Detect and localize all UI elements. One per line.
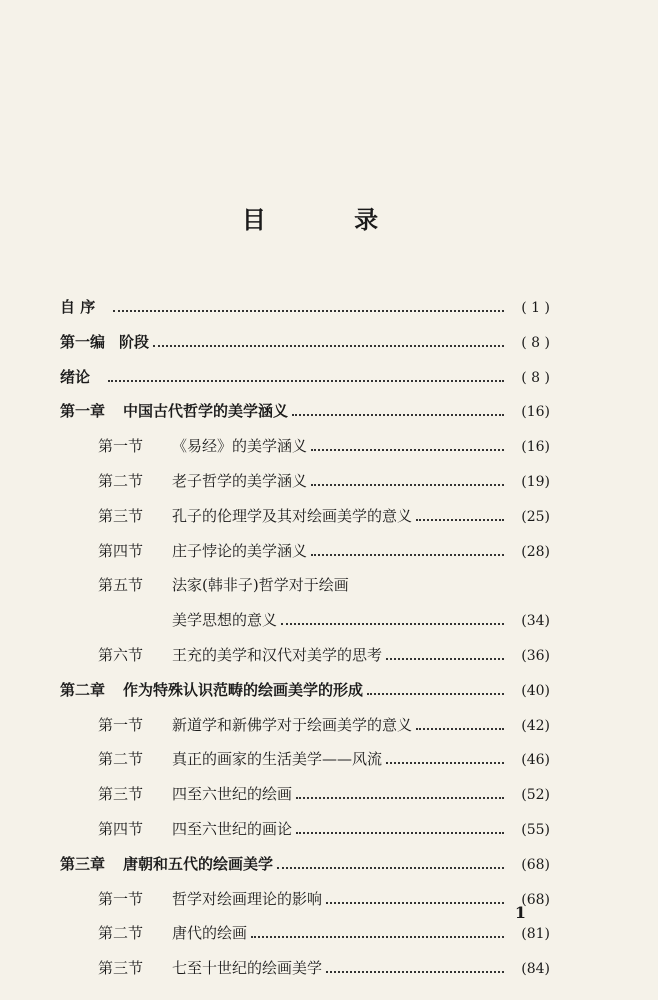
leader-dots	[108, 380, 504, 382]
leader-dots	[296, 797, 504, 799]
toc-entry-page: (36)	[521, 647, 550, 664]
toc-entry	[60, 957, 550, 992]
toc-entry-page: (40)	[521, 682, 550, 699]
toc-entry	[60, 644, 550, 679]
toc-entry-title: 老子哲学的美学涵义	[172, 471, 308, 490]
toc-entry	[60, 679, 550, 714]
toc-entry	[60, 331, 550, 366]
toc-entry-title: 作为特殊认识范畴的绘画美学的形成	[123, 680, 364, 699]
toc-entry-page: (16)	[521, 404, 550, 421]
toc-entry-number: 绪论	[60, 367, 91, 386]
toc-entry	[60, 888, 550, 923]
leader-dots	[251, 936, 504, 938]
toc-entry-title: 唐朝和五代的绘画美学	[123, 854, 274, 873]
table-of-contents	[60, 296, 550, 992]
toc-entry-title: 四至六世纪的画论	[172, 819, 293, 838]
toc-entry-title: 真正的画家的生活美学——风流	[172, 750, 383, 769]
toc-entry	[60, 400, 550, 435]
toc-entry-number: 第二章	[60, 680, 106, 699]
toc-entry	[60, 783, 550, 818]
toc-entry-page: (55)	[521, 821, 550, 838]
toc-entry	[60, 748, 550, 783]
leader-dots	[277, 867, 504, 869]
toc-entry-title: 中国古代哲学的美学涵义	[123, 402, 289, 421]
toc-entry-number: 第一章	[60, 402, 106, 421]
toc-entry-page: (34)	[521, 613, 550, 630]
toc-entry-number: 第三节	[98, 959, 144, 978]
toc-entry	[60, 366, 550, 401]
toc-entry	[60, 714, 550, 749]
toc-entry-number: 第四节	[98, 819, 144, 838]
toc-entry-number: 自 序	[60, 298, 96, 316]
leader-dots	[311, 554, 504, 556]
toc-entry-number: 第三节	[98, 785, 144, 804]
leader-dots	[386, 658, 504, 660]
toc-entry-title: 哲学对绘画理论的影响	[172, 889, 323, 908]
leader-dots	[326, 902, 504, 904]
leader-dots	[386, 762, 504, 764]
leader-dots	[153, 345, 504, 347]
toc-entry	[60, 922, 550, 957]
toc-entry	[60, 609, 550, 644]
toc-entry-number: 第二节	[98, 924, 144, 943]
toc-entry-number: 第四节	[98, 541, 144, 560]
toc-entry-number: 第一节	[98, 715, 144, 734]
toc-entry-page: (16)	[521, 439, 550, 456]
toc-entry-title: 七至十世纪的绘画美学	[172, 959, 323, 978]
toc-entry	[60, 505, 550, 540]
toc-entry-title: 王充的美学和汉代对美学的思考	[172, 645, 383, 664]
toc-entry	[60, 818, 550, 853]
toc-entry-title: 庄子悖论的美学涵义	[172, 541, 308, 560]
toc-entry-number: 第一节	[98, 437, 144, 456]
toc-entry	[60, 296, 550, 331]
toc-entry-number: 第一编	[60, 332, 106, 351]
toc-entry	[60, 470, 550, 505]
leader-dots	[113, 310, 504, 312]
toc-entry	[60, 540, 550, 575]
toc-entry-title: 唐代的绘画	[172, 924, 248, 943]
toc-entry-number: 第六节	[98, 645, 144, 664]
page-number: 1	[514, 903, 526, 922]
toc-entry-page: ( 8 )	[521, 334, 550, 351]
toc-entry-number: 第二节	[98, 750, 144, 769]
toc-entry-title: 法家(韩非子)哲学对于绘画	[172, 576, 349, 595]
leader-dots	[416, 728, 504, 730]
toc-entry-page: (84)	[521, 961, 550, 978]
toc-entry-page: (52)	[521, 787, 550, 804]
leader-dots	[311, 449, 504, 451]
leader-dots	[292, 414, 504, 416]
toc-entry-page: ( 1 )	[521, 300, 550, 316]
toc-entry-page: ( 8 )	[521, 369, 550, 386]
toc-entry-number: 第一节	[98, 889, 144, 908]
leader-dots	[367, 693, 504, 695]
toc-entry-page: (81)	[521, 926, 550, 943]
leader-dots	[416, 519, 504, 521]
toc-entry-title: 阶段	[119, 332, 150, 351]
toc-entry-page: (42)	[521, 717, 550, 734]
toc-entry	[60, 853, 550, 888]
page-title: 目 录	[241, 205, 419, 234]
toc-entry	[60, 435, 550, 470]
toc-entry-page: (68)	[521, 891, 550, 908]
toc-entry-title: 孔子的伦理学及其对绘画美学的意义	[172, 506, 413, 525]
toc-entry-number: 第五节	[98, 576, 144, 595]
toc-entry-page: (68)	[521, 856, 550, 873]
toc-entry-page: (46)	[521, 752, 550, 769]
toc-entry-number: 第二节	[98, 471, 144, 490]
toc-entry-page: (25)	[521, 508, 550, 525]
leader-dots	[281, 623, 504, 625]
toc-entry-title: 新道学和新佛学对于绘画美学的意义	[172, 715, 413, 734]
toc-entry-title: 四至六世纪的绘画	[172, 785, 293, 804]
toc-entry-number: 第三节	[98, 506, 144, 525]
toc-entry-page: (19)	[521, 473, 550, 490]
leader-dots	[311, 484, 504, 486]
leader-dots	[326, 971, 504, 973]
leader-dots	[296, 832, 504, 834]
toc-entry-title: 美学思想的意义	[172, 611, 278, 630]
toc-entry	[60, 574, 550, 609]
toc-entry-title: 《易经》的美学涵义	[172, 437, 308, 456]
toc-entry-page: (28)	[521, 543, 550, 560]
toc-entry-number: 第三章	[60, 854, 106, 873]
